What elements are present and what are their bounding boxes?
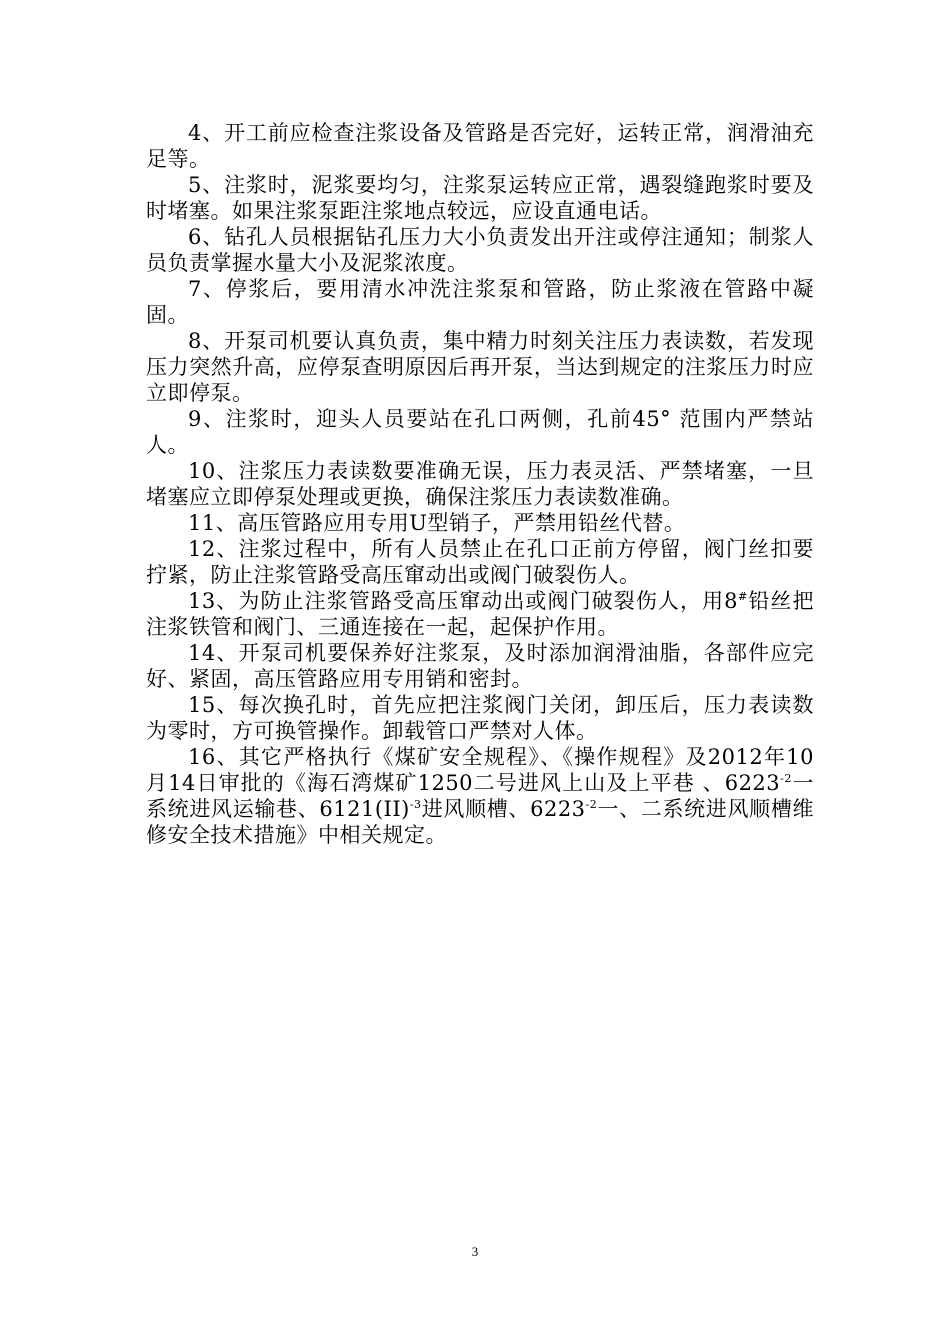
paragraph-9: 9、注浆时，迎头人员要站在孔口两侧，孔前45° 范围内严禁站人。 <box>146 407 814 457</box>
paragraph-16-superscript-3: -2 <box>585 798 598 811</box>
paragraph-14: 14、开泵司机要保养好注浆泵，及时添加润滑油脂，各部件应完好、紧固，高压管路应用专用销和密封。 <box>146 641 814 691</box>
paragraph-16-part-d: 一、二系统进风顺槽维修安全技术措施》中相关规定。 <box>146 797 815 847</box>
paragraph-16-part-b: 一系统进风运输巷、6121(II) <box>146 771 814 821</box>
paragraph-16 <box>146 744 814 848</box>
paragraph-10: 10、注浆压力表读数要准确无误，压力表灵活、严禁堵塞，一旦堵塞应立即停泵处理或更换，确保注浆压力表读数准确。 <box>146 459 814 509</box>
paragraph-5: 5、注浆时，泥浆要均匀，注浆泵运转应正常，遇裂缝跑浆时要及时堵塞。如果注浆泵距注浆地点较远，应设直通电话。 <box>146 173 814 223</box>
paragraph-11: 11、高压管路应用专用U型销子，严禁用铅丝代替。 <box>188 511 686 535</box>
paragraph-16-superscript-1: -2 <box>780 772 792 785</box>
paragraph-13-part-b: 铅丝把注浆铁管和阀门、三通连接在一起，起保护作用。 <box>146 589 814 639</box>
paragraph-13-superscript: # <box>738 590 748 603</box>
paragraph-15: 15、每次换孔时，首先应把注浆阀门关闭，卸压后，压力表读数为零时，方可换管操作。卸载管口严禁对人体。 <box>146 693 814 743</box>
page-number: 3 <box>471 1244 479 1259</box>
paragraph-13-part-a: 13、为防止注浆管路受高压窜动出或阀门破裂伤人，用8 <box>188 589 739 613</box>
paragraph-16-superscript-2: -3 <box>409 798 422 811</box>
paragraph-7: 7、停浆后，要用清水冲洗注浆泵和管路，防止浆液在管路中凝固。 <box>146 277 814 327</box>
paragraph-16-part-c: 进风顺槽、6223 <box>421 797 586 821</box>
paragraph-6: 6、钻孔人员根据钻孔压力大小负责发出开注或停注通知；制浆人员负责掌握水量大小及泥浆浓度。 <box>146 225 814 275</box>
paragraph-4: 4、开工前应检查注浆设备及管路是否完好，运转正常，润滑油充足等。 <box>146 121 814 171</box>
document-body <box>146 120 814 848</box>
paragraph-13 <box>146 588 814 640</box>
paragraph-12: 12、注浆过程中，所有人员禁止在孔口正前方停留，阀门丝扣要拧紧，防止注浆管路受高压窜动出或阀门破裂伤人。 <box>146 537 814 587</box>
paragraph-16-part-a: 16、其它严格执行《煤矿安全规程》、《操作规程》及2012年10月14日审批的《海石湾煤矿1250二号进风上山及上平巷 、6223 <box>146 745 814 795</box>
paragraph-8: 8、开泵司机要认真负责，集中精力时刻关注压力表读数，若发现压力突然升高，应停泵查明原因后再开泵，当达到规定的注浆压力时应立即停泵。 <box>146 329 814 405</box>
